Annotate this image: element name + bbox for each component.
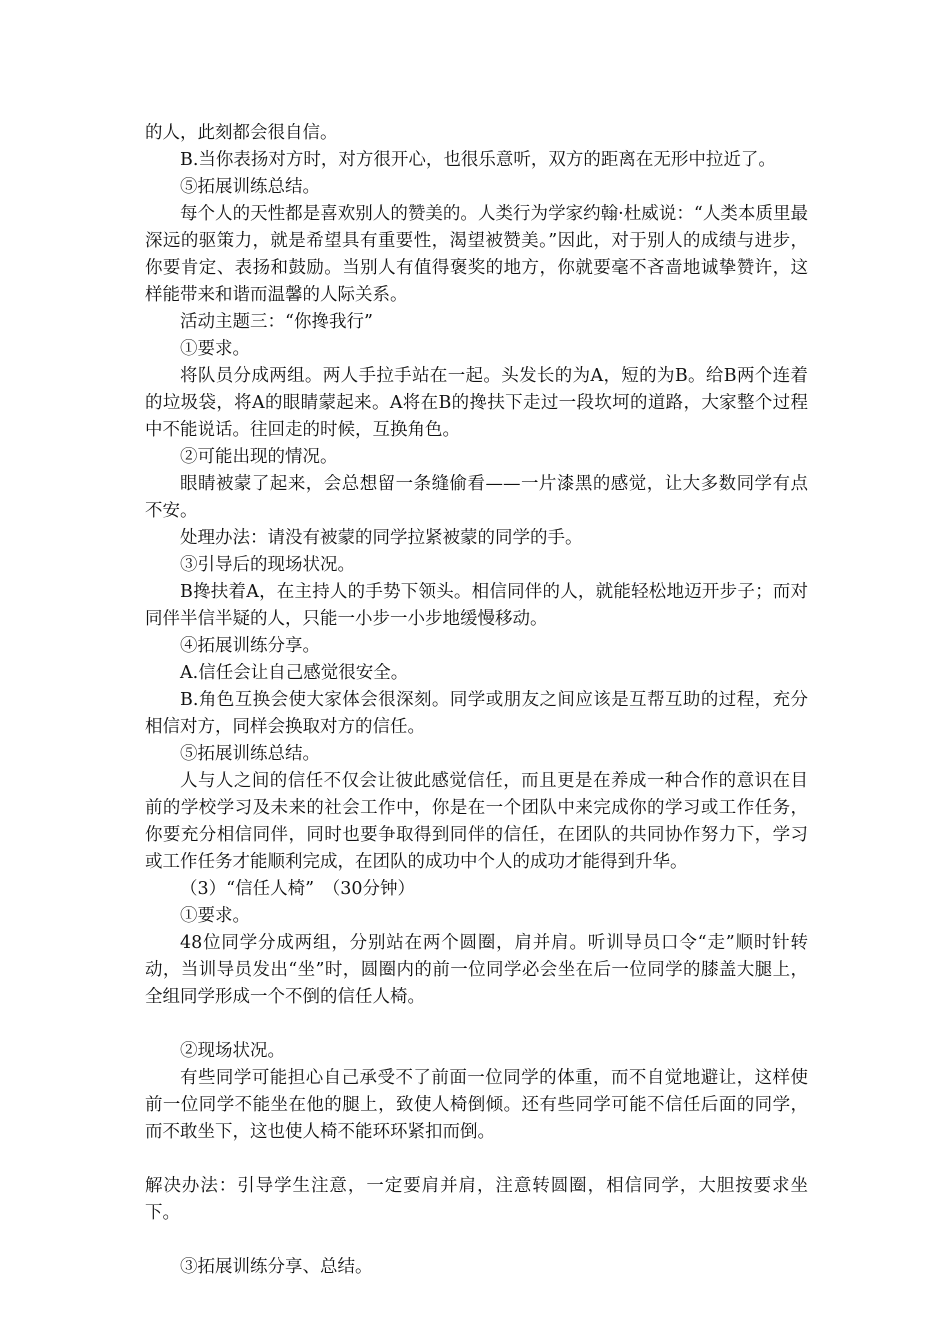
paragraph: ④拓展训练分享。: [180, 636, 320, 656]
paragraph: （3）“信任人椅” （30分钟）: [180, 879, 416, 899]
paragraph: 活动主题三：“你搀我行”: [180, 312, 373, 332]
paragraph: 眼睛被蒙了起来，会总想留一条缝偷看——一片漆黑的感觉，让大多数同学有点不安。: [145, 474, 808, 521]
paragraph: 处理办法：请没有被蒙的同学拉紧被蒙的同学的手。: [180, 528, 583, 548]
paragraph: B.角色互换会使大家体会很深刻。同学或朋友之间应该是互帮互助的过程，充分相信对方，同样会换取对方的信任。: [145, 690, 808, 737]
paragraph: ②现场状况。: [180, 1041, 285, 1061]
paragraph: 解决办法：引导学生注意，一定要肩并肩，注意转圆圈，相信同学，大胆按要求坐下。: [145, 1176, 808, 1223]
paragraph: B搀扶着A，在主持人的手势下领头。相信同伴的人，就能轻松地迈开步子；而对同伴半信半疑的人，只能一小步一小步地缓慢移动。: [145, 582, 808, 629]
paragraph: ③拓展训练分享、总结。: [180, 1257, 373, 1277]
paragraph: ①要求。: [180, 906, 250, 926]
paragraph: 人与人之间的信任不仅会让彼此感觉信任，而且更是在养成一种合作的意识在目前的学校学习及未来的社会工作中，你是在一个团队中来完成你的学习或工作任务，你要充分相信同伴，同时也要争取得到同伴的信任，在团队的共同协作努力下，学习或工作任务才能顺利完成，在团队的成功中个人的成功才能得到升华。: [145, 771, 808, 872]
paragraph: ⑤拓展训练总结。: [180, 177, 320, 197]
paragraph: 将队员分成两组。两人手拉手站在一起。头发长的为A，短的为B。给B两个连着的垃圾袋，将A的眼睛蒙起来。A将在B的搀扶下走过一段坎坷的道路，大家整个过程中不能说话。往回走的时候，互换角色。: [145, 366, 808, 440]
paragraph: ①要求。: [180, 339, 250, 359]
paragraph: ⑤拓展训练总结。: [180, 744, 320, 764]
paragraph: ②可能出现的情况。: [180, 447, 338, 467]
paragraph: 48位同学分成两组，分别站在两个圆圈，肩并肩。听训导员口令“走”顺时针转动，当训导员发出“坐”时，圆圈内的前一位同学必会坐在后一位同学的膝盖大腿上，全组同学形成一个不倒的信任人椅。: [145, 933, 808, 1007]
paragraph: 的人，此刻都会很自信。: [145, 123, 338, 143]
document-page: [145, 120, 808, 1281]
paragraph: B.当你表扬对方时，对方很开心，也很乐意听，双方的距离在无形中拉近了。: [180, 150, 776, 170]
paragraph: 每个人的天性都是喜欢别人的赞美的。人类行为学家约翰·杜威说：“人类本质里最深远的驱策力，就是希望具有重要性，渴望被赞美。”因此，对于别人的成绩与进步，你要肯定、表扬和鼓励。当别人有值得褒奖的地方，你就要毫不吝啬地诚挚赞许，这样能带来和谐而温馨的人际关系。: [145, 204, 808, 305]
paragraph-spacer: [145, 1146, 808, 1173]
paragraph-spacer: [145, 1011, 808, 1038]
paragraph: ③引导后的现场状况。: [180, 555, 355, 575]
paragraph-spacer: [145, 1227, 808, 1254]
paragraph: A.信任会让自己感觉很安全。: [180, 663, 409, 683]
paragraph: 有些同学可能担心自己承受不了前面一位同学的体重，而不自觉地避让，这样使前一位同学不能坐在他的腿上，致使人椅倒倾。还有些同学可能不信任后面的同学，而不敢坐下，这也使人椅不能环环紧扣而倒。: [145, 1068, 808, 1142]
